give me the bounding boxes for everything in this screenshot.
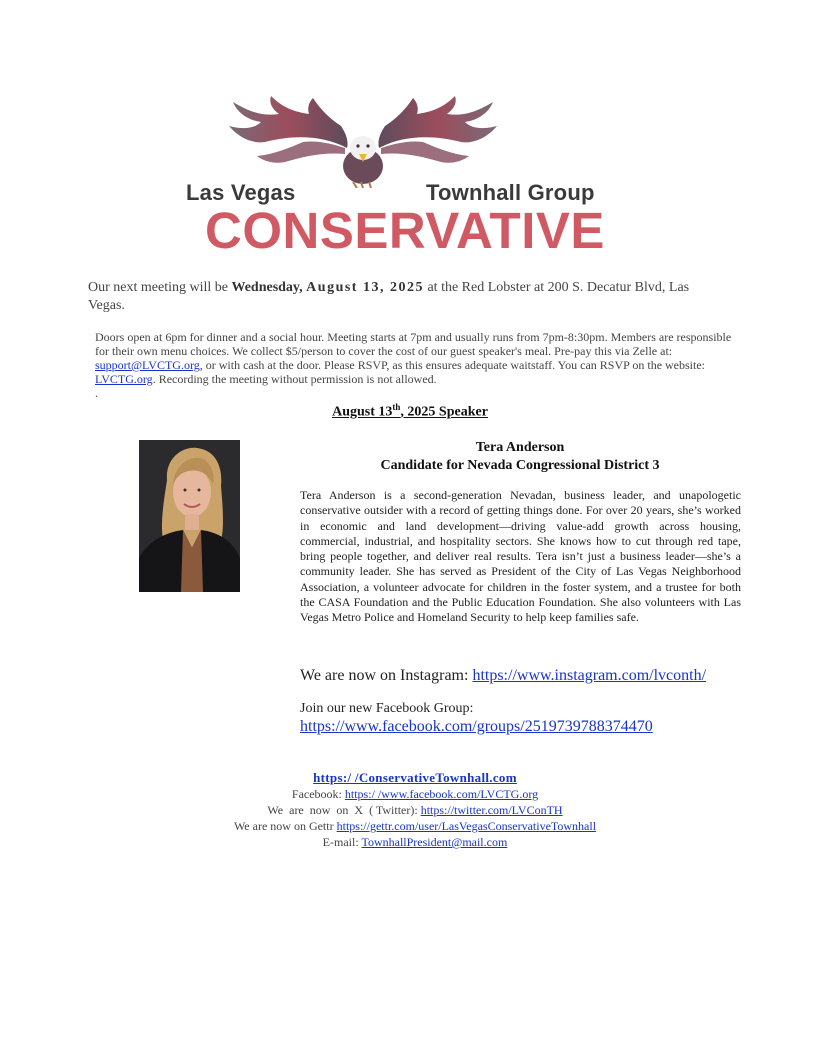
speaker-name-block bbox=[300, 439, 740, 475]
notes-text-2: , or with cash at the door. Please RSVP, as this ensures adequate waitstaff. You can RSVP on the website: bbox=[199, 358, 706, 372]
logo-conservative: CONSERVATIVE bbox=[205, 202, 605, 259]
speaker-photo bbox=[139, 440, 240, 592]
gettr-label: We are now on Gettr bbox=[233, 819, 337, 833]
meeting-date: August 13, 2025 bbox=[306, 280, 424, 295]
speaker-heading bbox=[0, 402, 816, 421]
email-label: E-mail: bbox=[322, 835, 362, 849]
speaker-bio: Tera Anderson is a second-generation Nevadan, business leader, and unapologetic conservative outsider with a record of getting things done. For over 20 years, she’s worked in economic and land development—driving value-add growth across housing, commercial, industrial, and hospitality sectors. She knows how to cut through red tape, bring people together, and deliver real results. Tera isn’t just a business leader—she’s a community leader. She has served as President of the City of Las Vegas Neighborhood Association, a volunteer advocate for children in the foster system, and a trustee for both the CASA Foundation and the Public Education Foundation. She also volunteers with Las Vegas Metro Police and Homeland Security to help keep families safe. bbox=[300, 488, 741, 625]
meeting-location: at the Red Lobster at 200 S. Decatur Blvd, Las Vegas. bbox=[88, 280, 690, 313]
meeting-prefix: Our next meeting will be bbox=[88, 280, 228, 295]
facebook-link[interactable]: https:/ /www.facebook.com/LVCTG.org bbox=[344, 787, 539, 801]
facebook-group-label: Join our new Facebook Group: bbox=[300, 701, 474, 716]
speaker-heading-sup: th bbox=[392, 402, 401, 412]
website-link[interactable]: LVCTG.org bbox=[95, 372, 153, 386]
logo-las-vegas: Las Vegas bbox=[186, 180, 296, 205]
speaker-heading-date: August 13 bbox=[332, 404, 393, 420]
x-label: We are now on X ( Twitter): bbox=[267, 803, 421, 817]
instagram-link[interactable]: https://www.instagram.com/lvconth/ bbox=[472, 667, 707, 684]
notes-text-1: Doors open at 6pm for dinner and a social hour. Meeting starts at 7pm and usually runs from 7pm-8:30pm. Members are responsible for their own menu choices. We collect $5/person to cover the cost of our guest speaker's meal. Pre-pay this via Zelle at: bbox=[95, 330, 732, 358]
facebook-group-link[interactable]: https://www.facebook.com/groups/2519739788374470 bbox=[300, 718, 653, 735]
instagram-line bbox=[300, 667, 706, 685]
meeting-announcement bbox=[88, 279, 728, 315]
zelle-email-link[interactable]: support@LVCTG.org bbox=[95, 358, 200, 372]
logo-townhall-group: Townhall Group bbox=[426, 180, 595, 205]
footer-site-row bbox=[0, 770, 816, 786]
footer-facebook-row bbox=[0, 786, 816, 802]
meeting-day: Wednesday, bbox=[231, 280, 303, 295]
speaker-heading-rest: , 2025 Speaker bbox=[400, 404, 488, 420]
instagram-label: We are now on Instagram: bbox=[300, 667, 473, 684]
gettr-link[interactable]: https://gettr.com/user/LasVegasConservativeTownhall bbox=[336, 819, 597, 833]
meeting-notes bbox=[95, 330, 745, 400]
x-link[interactable]: https://twitter.com/LVConTH bbox=[420, 803, 563, 817]
footer-email-row bbox=[0, 834, 816, 850]
speaker-name: Tera Anderson bbox=[475, 440, 565, 455]
footer bbox=[0, 770, 816, 850]
notes-text-3: . Recording the meeting without permission is not allowed. bbox=[152, 372, 437, 386]
email-link[interactable]: TownhallPresident@mail.com bbox=[361, 835, 508, 849]
speaker-title: Candidate for Nevada Congressional District 3 bbox=[380, 458, 660, 473]
site-link[interactable]: https:/ /ConservativeTownhall.com bbox=[313, 770, 517, 785]
facebook-group-link-line bbox=[300, 718, 653, 736]
eagle-logo bbox=[225, 96, 501, 188]
footer-gettr-row bbox=[0, 818, 816, 834]
footer-x-row bbox=[0, 802, 816, 818]
facebook-label: Facebook: bbox=[291, 787, 345, 801]
notes-trailing-dot: . bbox=[95, 386, 98, 400]
